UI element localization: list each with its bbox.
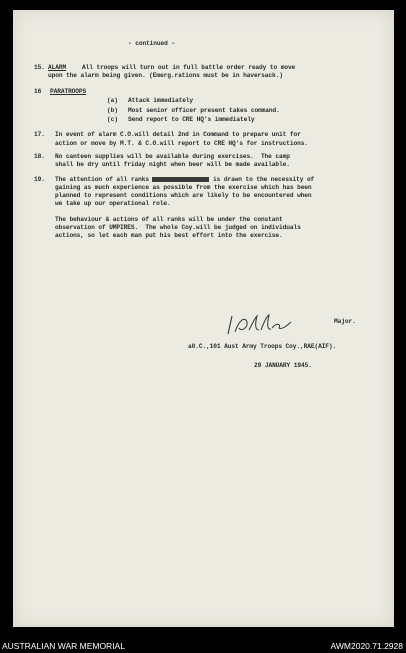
para18-number: 18. xyxy=(34,153,45,160)
para18-line2: shall be dry until friday night when beer will be made available. xyxy=(55,161,290,168)
handwritten-signature xyxy=(225,310,297,338)
para16-item-a: Attack immediately xyxy=(128,97,194,104)
signature-date: 29 JANUARY 1945. xyxy=(254,362,312,369)
para19-number: 19. xyxy=(34,176,45,183)
closing-line3: actions, so let each man put his best effort into the exercise. xyxy=(55,232,283,239)
para16-item-c-label: (c) xyxy=(107,116,118,123)
struck-out-text xyxy=(152,177,209,182)
para16-item-c: Send report to CRE HQ's immediately xyxy=(128,116,255,123)
para16-item-b: Most senior officer present takes command. xyxy=(128,107,280,114)
para17-line2: action or move by M.T. & C.O.will report to CRE HQ's for instructions. xyxy=(55,140,308,147)
para19-line3: planned to represent conditions which are likely to be encountered when xyxy=(55,192,312,199)
para15-heading: ALARM xyxy=(48,64,67,71)
closing-line2: observation of UMPIRES. The whole Coy.will be judged on individuals xyxy=(55,224,301,231)
footer-archive-name: AUSTRALIAN WAR MEMORIAL xyxy=(2,641,125,651)
footer-catalogue-number: AWM2020.71.2928 xyxy=(330,641,403,651)
continued-heading: - continued - xyxy=(128,40,175,47)
para19-line1b: is drawn to the necessity of xyxy=(213,176,315,183)
para18-line1: No canteen supplies will be available during exercises. The camp xyxy=(55,153,290,160)
para17-number: 17. xyxy=(34,131,45,138)
closing-line1: The behaviour & actions of all ranks will be under the constant xyxy=(55,216,283,223)
para15-line1: All troops will turn out in full battle order ready to move xyxy=(82,64,296,71)
para17-line1: In event of alarm C.O.will detail 2nd in Command to prepare unit for xyxy=(55,131,301,138)
para19-line1a: The attention of all ranks xyxy=(55,176,149,183)
para15-number: 15. xyxy=(34,64,45,71)
para16-item-a-label: (a) xyxy=(107,97,118,104)
para16-item-b-label: (b) xyxy=(107,107,118,114)
para16-heading: PARATROOPS xyxy=(50,88,87,95)
para15-line2: upon the alarm being given. (Emerg.rations must be in haversack.) xyxy=(48,72,283,79)
signature-rank: Major. xyxy=(334,318,356,325)
para19-line4: we take up our operational role. xyxy=(55,200,171,207)
para19-line2: gaining as much experience as possible from the exercise which has been xyxy=(55,184,312,191)
signature-unit: a0.C.,101 Aust Army Troops Coy.,RAE(AIF). xyxy=(188,343,337,350)
para16-number: 16 xyxy=(34,88,42,95)
